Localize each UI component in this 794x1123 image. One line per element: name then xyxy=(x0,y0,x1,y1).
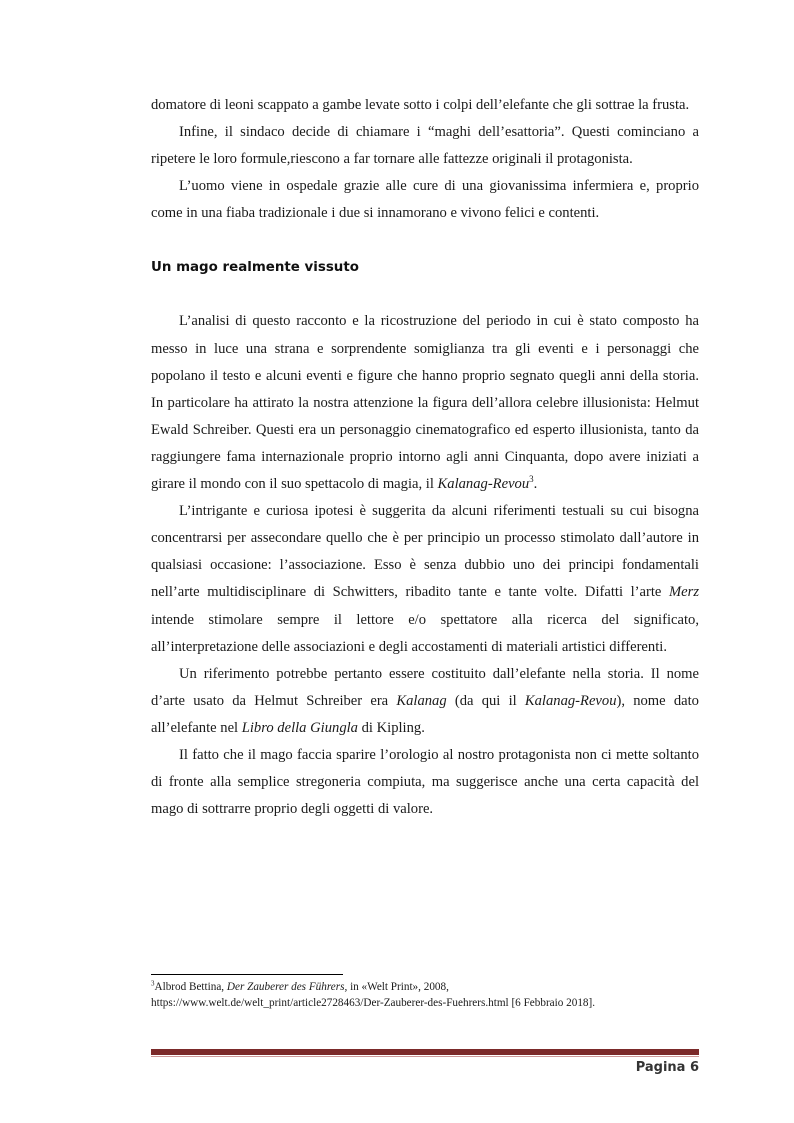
paragraph-2: Infine, il sindaco decide di chiamare i “maghi dell’esattoria”. Questi cominciano a ripetere le loro formule,riescono a far tornare alle fattezze originali il protagonista. xyxy=(151,124,699,168)
paragraph-1: domatore di leoni scappato a gambe levate sotto i colpi dell’elefante che gli sottrae la frusta. xyxy=(151,97,690,113)
paragraph-3: L’uomo viene in ospedale grazie alle cure di una giovanissima infermiera e, proprio come in una fiaba tradizionale i due si innamorano e vivono felici e contenti. xyxy=(151,178,699,222)
footnote-title: Der Zauberer des Führers, xyxy=(226,981,348,993)
footnote xyxy=(151,979,711,1011)
paragraph-6-italic-3: Libro della Giungla xyxy=(241,719,358,736)
page-number: Pagina 6 xyxy=(635,1060,699,1075)
paragraph-6-c: ), nome dato all’elefante nel xyxy=(151,692,699,736)
footnote-url[interactable]: https://www.welt.de/welt_print/article2728463/Der-Zauberer-des-Fuehrers.html [6 Febbraio 2018]. xyxy=(151,997,596,1009)
paragraph-6-italic-2: Kalanag-Revou xyxy=(524,692,617,709)
paragraph-4-italic: Kalanag-Revou xyxy=(437,476,530,493)
paragraph-6-d: di Kipling. xyxy=(357,719,425,736)
footnote-divider xyxy=(151,974,343,975)
paragraph-4-text: L’analisi di questo racconto e la ricostruzione del periodo in cui è stato composto ha messo in luce una strana e sorprendente somiglianza tra gli eventi e i personaggi che popolano il testo e alcuni eventi e figure che hanno proprio segnato quegli anni della storia. In particolare ha attirato la nostra attenzione la figura dell’allora celebre illusionista: Helmut Ewald Schreiber. Questi era un personaggio cinematografico ed esperto illusionista, tanto da raggiungere fama internazionale proprio intorno agli anni Cinquanta, dopo avere iniziati a girare il mondo con il suo spettacolo di magia, il xyxy=(151,313,699,493)
body-text xyxy=(151,92,699,823)
footnote-line-1 xyxy=(151,979,711,995)
footnote-source: in «Welt Print», 2008, xyxy=(347,981,449,993)
section-heading: Un mago realmente vissuto xyxy=(151,260,359,276)
paragraph-5 xyxy=(151,498,699,661)
paragraph-5-italic: Merz xyxy=(669,584,699,601)
paragraph-6-a: Un riferimento potrebbe pertanto essere costituito dall’elefante nella storia. Il nome d’arte usato da Helmut Schreiber era xyxy=(151,665,699,709)
footnote-mark: 3 xyxy=(151,979,155,988)
footer-bar xyxy=(151,1049,699,1055)
paragraph-6 xyxy=(151,661,699,742)
paragraph-6-b: (da qui il xyxy=(446,692,525,709)
paragraph-5-a: L’intrigante e curiosa ipotesi è suggerita da alcuni riferimenti testuali su cui bisogna concentrarsi per assecondare quello che è per principio un processo stimolato dall’autore in qualsiasi occasione: l’associazione. Esso è senza dubbio uno dei principi fondamentali nell’arte multidisciplinare di Schwitters, ribadito tante e tante volte. Difatti l’arte xyxy=(151,503,699,601)
paragraph-6-italic-1: Kalanag xyxy=(396,692,447,709)
footnote-author: Albrod Bettina, xyxy=(154,981,227,993)
paragraph-7: Il fatto che il mago faccia sparire l’orologio al nostro protagonista non ci mette soltanto di fronte alla semplice stregoneria compiuta, ma suggerisce anche una certa capacità del mago di sottrarre proprio degli oggetti di valore. xyxy=(151,746,699,818)
footnote-reference[interactable]: 3 xyxy=(529,474,534,485)
paragraph-4 xyxy=(151,308,699,498)
paragraph-5-b: intende stimolare sempre il lettore e/o spettatore alla ricerca del significato, all’interpretazione delle associazioni e degli accostamenti di materiali artistici differenti. xyxy=(151,611,699,655)
paragraph-4-end: . xyxy=(533,476,538,493)
